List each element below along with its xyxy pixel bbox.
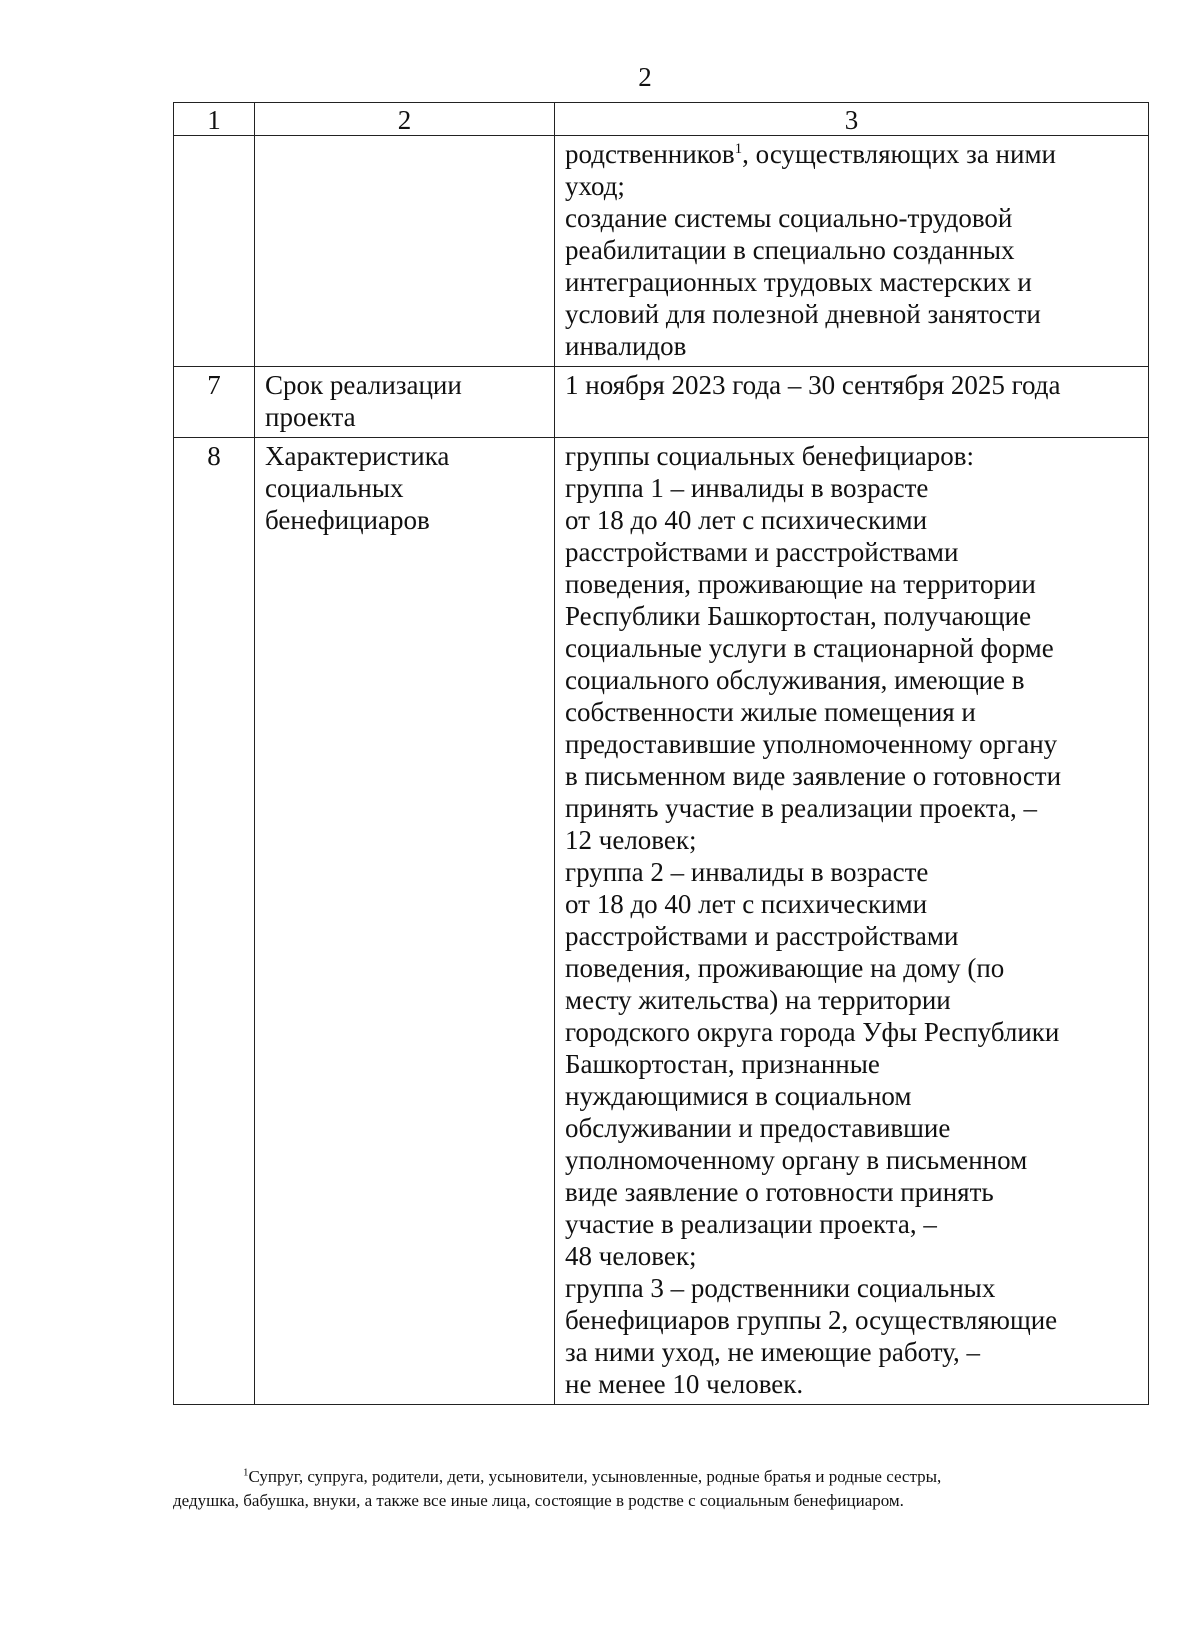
value-line: принять участие в реализации проекта, – (565, 793, 1037, 823)
value-line: интеграционных трудовых мастерских и (565, 267, 1032, 297)
footnote-mark: 1 (734, 141, 743, 157)
table-header-row (174, 103, 1149, 136)
value-line: Республики Башкортостан, получающие (565, 601, 1032, 631)
footnote-mark: 1 (243, 1466, 249, 1479)
value-line: условий для полезной дневной занятости (565, 299, 1041, 329)
value-line: городского округа города Уфы Республики (565, 1017, 1060, 1047)
footnote-line: дедушка, бабушка, внуки, а также все иные лица, состоящие в родстве с социальным бенефициаром. (173, 1491, 904, 1510)
value-line: уполномоченному органу в письменном (565, 1145, 1028, 1175)
value-line: создание системы социально-трудовой (565, 203, 1013, 233)
value-line: реабилитации в специально созданных (565, 235, 1015, 265)
value-line: родственников$^1$, осуществляющих за ними (565, 139, 1056, 169)
table-row-7 (174, 367, 1149, 438)
row-name (255, 438, 555, 1405)
value-line: бенефициаров группы 2, осуществляющие (565, 1305, 1058, 1335)
value-line: предоставившие уполномоченному органу (565, 729, 1058, 759)
value-line: поведения, проживающие на дому (по (565, 953, 1005, 983)
table-row-8 (174, 438, 1149, 1405)
value-line: 12 человек; (565, 825, 697, 855)
value-line: расстройствами и расстройствами (565, 537, 959, 567)
value-line: расстройствами и расстройствами (565, 921, 959, 951)
name-line: проекта (265, 402, 356, 432)
value-line: Башкортостан, признанные (565, 1049, 880, 1079)
value-line: 48 человек; (565, 1241, 697, 1271)
row-value (555, 438, 1149, 1405)
value-line: месту жительства) на территории (565, 985, 951, 1015)
value-line: группа 2 – инвалиды в возрасте (565, 857, 929, 887)
value-line: от 18 до 40 лет с психическими (565, 505, 928, 535)
name-line: Характеристика (265, 441, 450, 471)
header-col-3: 3 (555, 103, 1149, 136)
footnote (173, 1465, 1158, 1513)
value-line: не менее 10 человек. (565, 1369, 804, 1399)
row-value (555, 367, 1149, 438)
header-col-2: 2 (255, 103, 555, 136)
value-line: группа 3 – родственники социальных (565, 1273, 996, 1303)
project-table (173, 102, 1149, 1405)
header-col-1: 1 (174, 103, 255, 136)
row-number: 8 (174, 438, 255, 1405)
value-line: участие в реализации проекта, – (565, 1209, 937, 1239)
name-line: Срок реализации (265, 370, 462, 400)
row-value (555, 136, 1149, 367)
table-row-continued (174, 136, 1149, 367)
value-line: социальные услуги в стационарной форме (565, 633, 1054, 663)
row-name (255, 136, 555, 367)
value-line: от 18 до 40 лет с психическими (565, 889, 928, 919)
value-line: за ними уход, не имеющие работу, – (565, 1337, 980, 1367)
value-line: собственности жилые помещения и (565, 697, 976, 727)
value-line: 1 ноября 2023 года – 30 сентября 2025 года (565, 370, 1061, 400)
footnote-line: $^1$Супруг, супруга, родители, дети, усыновители, усыновленные, родные братья и родные сестры, (243, 1466, 942, 1486)
row-number: 7 (174, 367, 255, 438)
value-line: уход; (565, 171, 625, 201)
value-line: группы социальных бенефициаров: (565, 441, 974, 471)
value-line: виде заявление о готовности принять (565, 1177, 994, 1207)
value-line: группа 1 – инвалиды в возрасте (565, 473, 929, 503)
value-line: обслуживании и предоставившие (565, 1113, 951, 1143)
value-line: нуждающимися в социальном (565, 1081, 912, 1111)
value-line: поведения, проживающие на территории (565, 569, 1036, 599)
value-line: в письменном виде заявление о готовности (565, 761, 1062, 791)
value-line: инвалидов (565, 331, 687, 361)
name-line: социальных (265, 473, 404, 503)
row-name (255, 367, 555, 438)
name-line: бенефициаров (265, 505, 430, 535)
value-line: социального обслуживания, имеющие в (565, 665, 1025, 695)
row-number (174, 136, 255, 367)
page-number: 2 (638, 62, 652, 92)
